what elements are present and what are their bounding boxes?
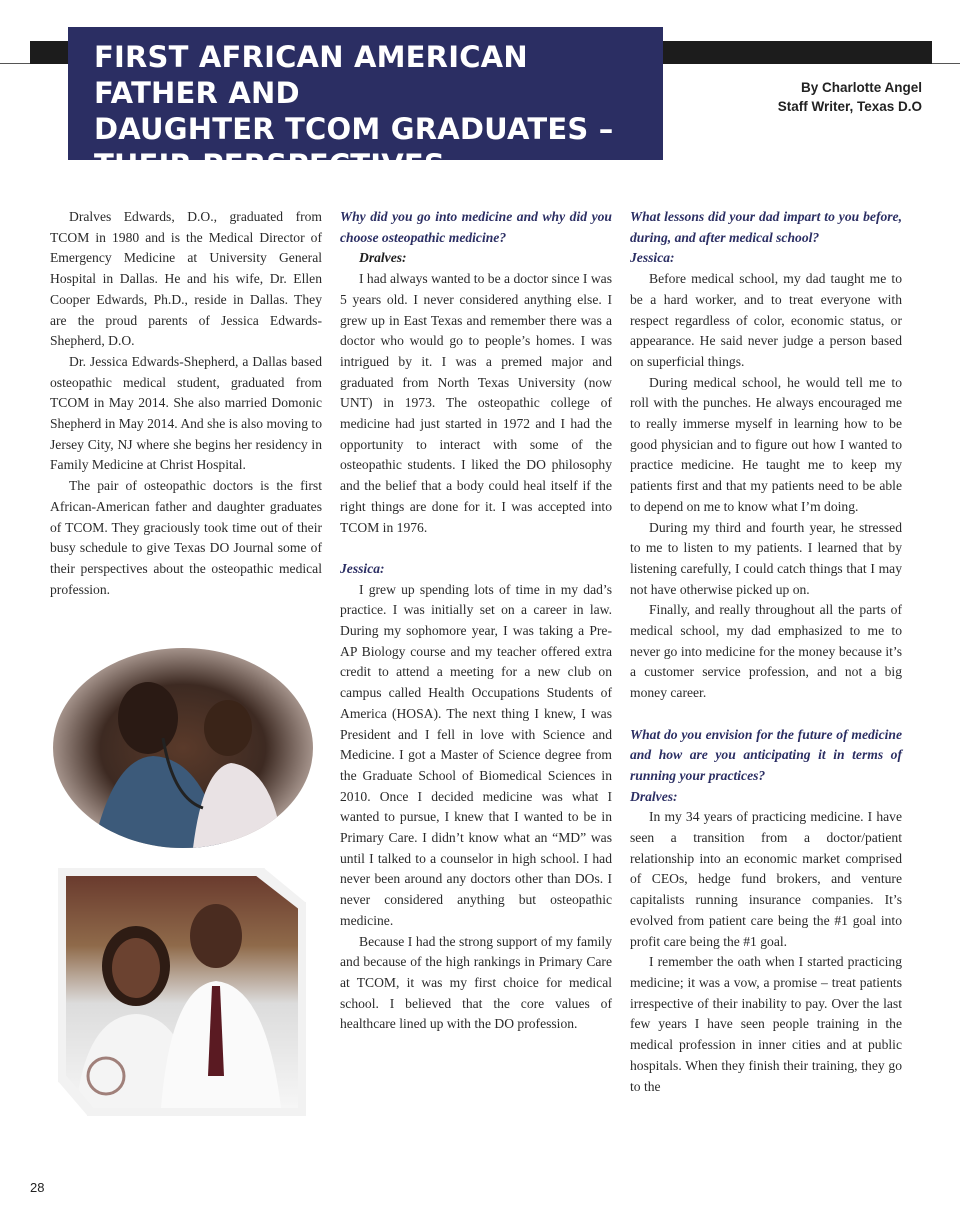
article-title-box: [68, 27, 663, 182]
father-daughter-childhood-photo: [53, 648, 313, 848]
header-rule-left: [0, 63, 30, 64]
header-rule-right: [932, 63, 960, 64]
column-interview-1: [340, 207, 612, 1035]
byline-author: By Charlotte Angel: [800, 80, 922, 95]
answer-jessica-2: Because I had the strong support of my family and because of the high rankings in Primary Care at TCOM, it was my first choice for medical school. I believed that the core values of healthcare lined up with the DO profession.: [340, 933, 612, 1032]
intro-paragraph-1: Dralves Edwards, D.O., graduated from TCOM in 1980 and is the Medical Director of Emergency Medicine at University General Hospital in Dallas. He and his wife, Dr. Ellen Cooper Edwards, Ph.D., reside in Dallas. They are the proud parents of Jessica Edwards-Shepherd, D.O.: [50, 209, 322, 349]
answer-jessica-lessons-1: Before medical school, my dad taught me to be a hard worker, and to treat everyone with respect regardless of color, economic status, or appearance. He said never judge a person based on superficial things.: [630, 271, 902, 369]
header-bar-right: [663, 41, 932, 64]
answer-dralves-future-2: I remember the oath when I started practicing medicine; it was a vow, a promise – treat patients irrespective of their inability to pay. Over the last few years I have seen people training in the medical profession in inner cities and at public hospitals. When they finish their training, they go to the: [630, 954, 902, 1094]
speaker-jessica: Jessica:: [340, 560, 385, 576]
graduation-photo-content: [66, 876, 298, 1108]
article-title-line-1: FIRST AFRICAN AMERICAN FATHER AND: [94, 40, 528, 110]
intro-paragraph-2: Dr. Jessica Edwards-Shepherd, a Dallas based osteopathic medical student, graduated from TCOM in May 2014. She also married Domonic Shepherd in May 2014. And she is also moving to Jersey City, NJ where she begins her residency in Family Medicine at Christ Hospital.: [50, 353, 322, 473]
childhood-photo-illustration: [53, 648, 313, 848]
father-daughter-graduation-photo: [58, 868, 306, 1116]
byline-role: Staff Writer, Texas D.O: [777, 99, 922, 114]
byline: [778, 78, 922, 116]
answer-jessica-lessons-4: Finally, and really throughout all the parts of medical school, my dad emphasized to me to never go into medicine for the money because it’s a customer service profession, and not a big money career.: [630, 602, 902, 701]
question-future-of-medicine: What do you envision for the future of medicine and how are you anticipating it in terms of running your practices?: [630, 726, 902, 783]
header-bar-left: [30, 41, 70, 64]
column-interview-2: [630, 207, 902, 1097]
speaker-dralves-2: Dralves:: [630, 788, 678, 804]
question-lessons: What lessons did your dad impart to you before, during, and after medical school?: [630, 209, 902, 245]
speaker-dralves: Dralves:: [359, 250, 407, 266]
page-number: 28: [30, 1180, 45, 1195]
answer-jessica-lessons-2: During medical school, he would tell me to roll with the punches. He always encouraged me to really immerse myself in learning how to be good physician and to figure out how I wanted to practice medicine. He taught me to keep my patients first and that my patients need to be able to depend on me to know what I’m doing.: [630, 374, 902, 514]
answer-jessica-1: I grew up spending lots of time in my dad’s practice. I was initially set on a career in law. During my sophomore year, I was taking a Pre-AP Biology course and my teacher offered extra credit to attend a meeting for a new club on campus called Health Occupations Students of America (HOSA). The next thing I knew, I was President and I fell in love with Science and Medicine. I got a Master of Science degree from the Graduate School of Biomedical Sciences in 2010. Once I decided medicine was what I wanted to pursue, I knew that I wanted to be in Primary Care. I didn’t know what an “MD” was until I talked to a counselor in high school. I had never been around any doctors other than DOs. I never considered anything but osteopathic medicine.: [340, 581, 612, 928]
article-title-line-3: THEIR PERSPECTIVES: [94, 148, 446, 182]
question-why-medicine: Why did you go into medicine and why did you choose osteopathic medicine?: [340, 209, 612, 245]
answer-dralves-1: I had always wanted to be a doctor since I was 5 years old. I never considered anything else. I grew up in East Texas and remember there was a doctor who would go to people’s homes. I was intrigued by it. I was a premed major and graduated from North Texas University (now UNT) in 1973. The osteopathic college of medicine had just started in 1972 and I had the opportunity to interact with some of the osteopathic students. I liked the DO philosophy and the belief that a body could heal itself if the right things are done for it. I was accepted into TCOM in 1976.: [340, 271, 612, 535]
column-intro: [50, 207, 322, 600]
answer-jessica-lessons-3: During my third and fourth year, he stressed to me to listen to my patients. I learned that by listening carefully, I could catch things that I may not have otherwise picked up on.: [630, 519, 902, 597]
article-title-line-2: DAUGHTER TCOM GRADUATES –: [94, 112, 614, 146]
speaker-jessica-2: Jessica:: [630, 250, 675, 266]
answer-dralves-future-1: In my 34 years of practicing medicine. I have seen a transition from a doctor/patient relationship into an economic market comprised of CEOs, hedge fund brokers, and venture capitalists running insurance companies. It’s evolved from patient care being the #1 goal into profit care being the #1 goal.: [630, 809, 902, 949]
graduation-photo-illustration: [66, 876, 298, 1108]
intro-paragraph-3: The pair of osteopathic doctors is the first African-American father and daughter graduates of TCOM. They graciously took time out of their busy schedule to give Texas DO Journal some of their perspectives about the osteopathic medical profession.: [50, 478, 322, 597]
